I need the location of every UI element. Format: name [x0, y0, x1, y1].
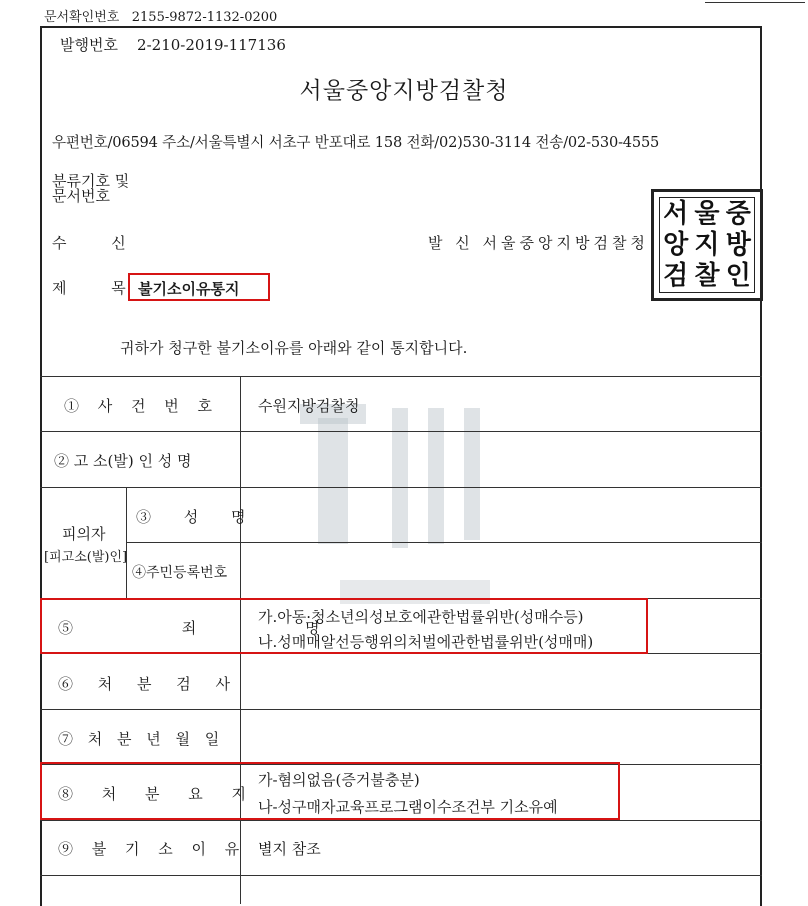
reason-value: 별지 참조 [258, 840, 321, 858]
reason-label: ⑨ 불 기 소 이 유 [58, 840, 240, 858]
charge-highlight-box [40, 598, 648, 654]
seal-grid [659, 197, 755, 293]
charge-label: ⑤ 죄 명 [58, 619, 320, 637]
official-seal [651, 189, 763, 301]
name-label: ③ 성 명 [136, 508, 246, 526]
doc-confirm-number: 2155-9872-1132-0200 [131, 10, 278, 25]
issue-line [60, 34, 286, 55]
suspect-group-label: 피의자 [62, 525, 106, 543]
gist-item-2: 나-성구매자교육프로그램이수조건부 기소유예 [258, 798, 558, 816]
seal-char: 중 [725, 198, 751, 229]
prosecutor-label: ⑥ 처 분 검 사 [58, 675, 231, 693]
case-number-value: 수원지방검찰청 [258, 397, 360, 415]
suspect-group-sub: [피고소(발)인] [44, 550, 128, 565]
doc-confirm-label: 문서확인번호 [44, 10, 120, 25]
classification-label-2: 문서번호 [52, 187, 110, 205]
gist-label: ⑧ 처 분 요 지 [58, 785, 247, 803]
charge-item-2: 나.성매매알선등행위의처벌에관한법률위반(성매매) [258, 633, 594, 651]
seal-char: 앙 [663, 229, 689, 260]
top-right-rule [705, 2, 805, 3]
rrn-label: ④주민등록번호 [132, 565, 228, 581]
seal-char: 울 [694, 198, 720, 229]
complainant-label: ② 고 소(발) 인 성 명 [54, 452, 192, 470]
seal-char: 방 [725, 229, 751, 260]
classification-label-1: 분류기호 및 [52, 172, 130, 190]
issue-number: 2-210-2019-117136 [137, 36, 286, 54]
charge-item-1: 가.아동·청소년의성보호에관한법률위반(성매수등) [258, 608, 584, 626]
doc-confirm-line [44, 6, 277, 25]
classification-label [52, 174, 129, 204]
case-number-label: ① 사 건 번 호 [64, 397, 213, 415]
seal-char: 검 [663, 261, 689, 292]
issue-label: 발행번호 [60, 36, 118, 54]
seal-char: 찰 [694, 261, 720, 292]
subject-text: 불기소이유통지 [138, 280, 240, 298]
seal-char: 지 [694, 229, 720, 260]
intro-text: 귀하가 청구한 불기소이유를 아래와 같이 통지합니다. [120, 339, 468, 357]
sender-line: 발 신 서울중앙지방검찰청 [428, 234, 649, 252]
agency-title: 서울중앙지방검찰청 [299, 78, 509, 104]
recipient-label: 수 신 [52, 234, 126, 252]
address-line: 우편번호/06594 주소/서울특별시 서초구 반포대로 158 전화/02)530-3114 전송/02-530-4555 [52, 134, 660, 151]
gist-highlight-box [40, 762, 620, 820]
seal-char: 인 [725, 261, 751, 292]
seal-char: 서 [663, 198, 689, 229]
gist-item-1: 가-혐의없음(증거불충분) [258, 771, 420, 789]
date-label: ⑦ 처 분 년 월 일 [58, 730, 220, 748]
subject-label: 제 목 [52, 279, 126, 297]
